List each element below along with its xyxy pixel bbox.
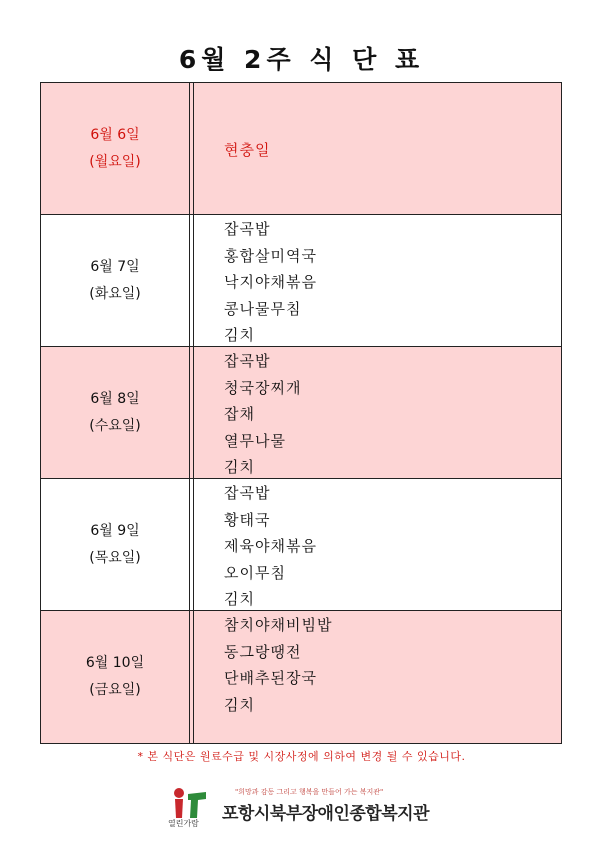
menu-item: 잡곡밥	[224, 484, 271, 502]
menu-items	[224, 612, 332, 718]
menu-item: 김치	[224, 458, 255, 477]
menu-item: 현충일	[224, 141, 271, 159]
weekday-label: (금요일)	[89, 682, 141, 698]
menu-item: 동그랑땡전	[224, 642, 302, 661]
logo-dot	[174, 788, 184, 798]
menu-item: 잡곡밥	[224, 220, 271, 238]
date-cell	[41, 347, 189, 478]
table-row	[41, 83, 561, 215]
column-divider	[189, 611, 194, 743]
menu-items	[224, 348, 301, 481]
date-label: 6월 8일	[90, 390, 140, 407]
menu-item: 오이무침	[224, 563, 286, 582]
logo-mark-green	[188, 792, 206, 818]
menu-item: 낙지야채볶음	[224, 273, 317, 292]
weekday-label: (목요일)	[89, 549, 141, 566]
date-cell	[41, 215, 189, 346]
column-divider	[189, 479, 194, 610]
menu-item: 황태국	[224, 510, 271, 529]
slogan-text: "희망과 감동 그리고 행복을 만들어 가는 복지관"	[235, 788, 384, 796]
menu-item: 청국장찌개	[224, 378, 302, 397]
date-cell	[41, 83, 189, 214]
menu-item: 김치	[224, 326, 255, 345]
date-label: 6월 6일	[90, 126, 140, 143]
logo-mark-red	[175, 799, 183, 818]
page-title: 6월 2주 식 단 표	[178, 45, 425, 74]
menu-item: 콩나물무침	[224, 299, 302, 318]
weekday-label: (수요일)	[89, 417, 141, 434]
weekday-label: (화요일)	[89, 285, 141, 302]
column-divider	[189, 83, 194, 214]
table-row	[41, 611, 561, 743]
menu-item: 홍합살미역국	[224, 246, 317, 265]
date-label: 6월 9일	[90, 522, 140, 539]
weekday-label: (월요일)	[89, 153, 141, 170]
date-label: 6월 10일	[85, 655, 145, 671]
table-row	[41, 215, 561, 347]
logo-caption: 열린가람	[168, 819, 199, 828]
date-cell	[41, 479, 189, 610]
date-label: 6월 7일	[90, 258, 140, 275]
menu-item: 참치야채비빔밥	[224, 616, 333, 634]
menu-item: 열무나물	[224, 431, 286, 450]
menu-item: 김치	[224, 695, 255, 714]
column-divider	[189, 347, 194, 478]
menu-item: 김치	[224, 590, 255, 609]
column-divider	[189, 215, 194, 346]
menu-items	[224, 137, 270, 164]
notice-text: * 본 식단은 원료수급 및 시장사정에 의하여 변경 될 수 있습니다.	[137, 750, 466, 763]
menu-item: 단배추된장국	[224, 669, 317, 688]
organization-name: 포항시북부장애인종합복지관	[222, 804, 429, 824]
table-row	[41, 479, 561, 611]
menu-items	[224, 480, 317, 613]
menu-item: 잡곡밥	[224, 352, 271, 370]
menu-table	[40, 82, 562, 744]
date-cell	[41, 611, 189, 743]
menu-item: 제육야채볶음	[224, 537, 317, 556]
menu-item: 잡채	[224, 405, 255, 424]
menu-items	[224, 216, 317, 349]
table-row	[41, 347, 561, 479]
